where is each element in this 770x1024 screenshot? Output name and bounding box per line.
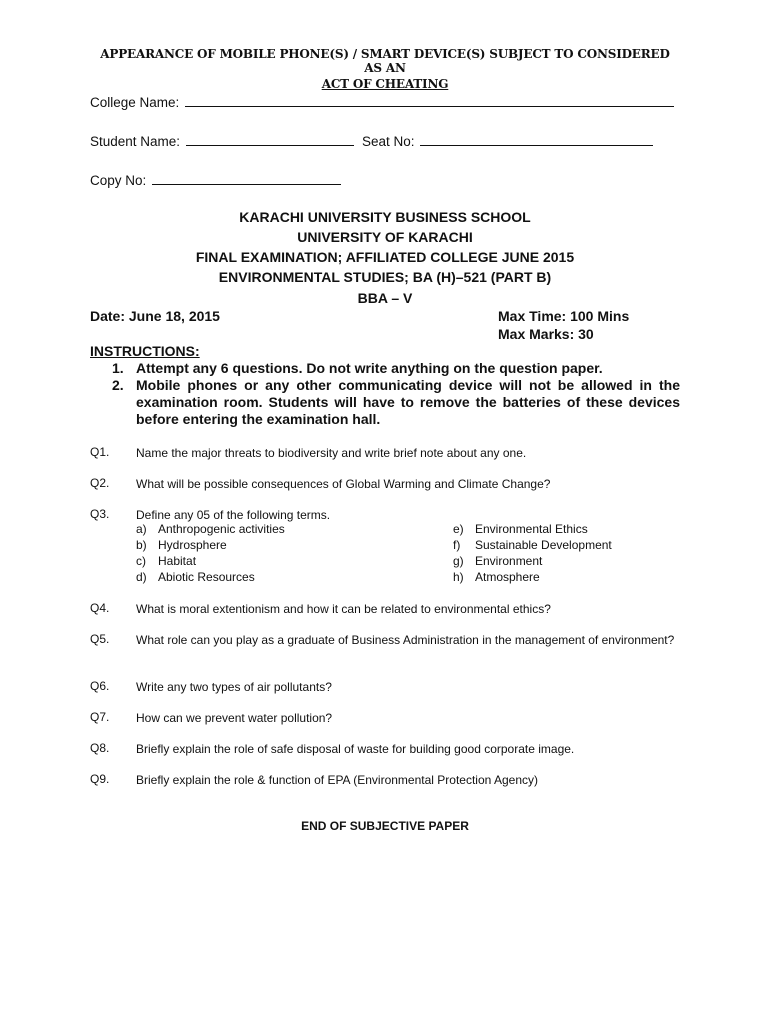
program-title: BBA – V xyxy=(357,290,413,306)
question-text: What role can you play as a graduate of Business Administration in the management of environment? xyxy=(136,633,675,647)
college-name-label: College Name: xyxy=(90,95,180,110)
option-letter: c) xyxy=(136,554,146,568)
option-text: Atmosphere xyxy=(475,570,540,584)
student-name-line xyxy=(186,133,354,146)
instruction-item xyxy=(112,360,680,377)
term-option xyxy=(453,570,540,584)
option-text: Hydrosphere xyxy=(158,538,227,552)
question-text: How can we prevent water pollution? xyxy=(136,711,333,725)
seat-no-label: Seat No: xyxy=(362,134,415,149)
exam-title: FINAL EXAMINATION; AFFILIATED COLLEGE JUNE 2015 xyxy=(195,249,575,265)
question-number: Q1. xyxy=(90,445,110,459)
student-name-field xyxy=(90,133,354,149)
option-text: Abiotic Resources xyxy=(158,570,255,584)
warning-line-2: ACT OF CHEATING xyxy=(321,77,449,91)
copy-no-label: Copy No: xyxy=(90,173,147,188)
term-option xyxy=(136,522,285,536)
term-option xyxy=(136,570,255,584)
option-text: Anthropogenic activities xyxy=(158,522,285,536)
option-text: Environment xyxy=(475,554,543,568)
option-text: Habitat xyxy=(158,554,197,568)
student-name-label: Student Name: xyxy=(90,134,181,149)
option-letter: d) xyxy=(136,570,147,584)
question-text: What will be possible consequences of Global Warming and Climate Change? xyxy=(136,477,551,491)
copy-no-field xyxy=(90,172,341,188)
instruction-item xyxy=(112,377,680,428)
question-text: Write any two types of air pollutants? xyxy=(136,680,332,694)
college-name-field xyxy=(90,94,674,110)
seat-no-line xyxy=(420,133,653,146)
university-title: UNIVERSITY OF KARACHI xyxy=(297,229,473,245)
school-title: KARACHI UNIVERSITY BUSINESS SCHOOL xyxy=(239,209,531,225)
instruction-number: 1. xyxy=(112,360,124,376)
course-title: ENVIRONMENTAL STUDIES; BA (H)–521 (PART B) xyxy=(218,269,552,285)
question-number: Q4. xyxy=(90,601,110,615)
warning-line-1: APPEARANCE OF MOBILE PHONE(S) / SMART DEVICE(S) SUBJECT TO CONSIDERED AS AN xyxy=(100,47,670,75)
end-of-paper: END OF SUBJECTIVE PAPER xyxy=(301,819,469,833)
question-text: Define any 05 of the following terms. xyxy=(136,508,331,522)
option-text: Environmental Ethics xyxy=(475,522,588,536)
cheating-warning xyxy=(90,47,680,91)
max-marks: Max Marks: 30 xyxy=(498,326,594,342)
question-number: Q2. xyxy=(90,476,110,490)
option-letter: h) xyxy=(453,570,464,584)
question-number: Q7. xyxy=(90,710,110,724)
question-number: Q5. xyxy=(90,632,110,646)
term-option xyxy=(136,538,227,552)
instruction-text: Mobile phones or any other communicating device will not be allowed in the examination room. Students will have to remove the batteries of these devices before entering the examination hall. xyxy=(136,377,680,427)
copy-no-line xyxy=(152,172,341,185)
question-text: What is moral extentionism and how it can be related to environmental ethics? xyxy=(136,602,551,616)
instructions-list xyxy=(112,360,680,428)
option-letter: g) xyxy=(453,554,464,568)
term-option xyxy=(453,538,612,552)
option-letter: f) xyxy=(453,538,461,552)
instruction-number: 2. xyxy=(112,377,124,393)
option-letter: b) xyxy=(136,538,147,552)
seat-no-field xyxy=(362,133,653,149)
question-number: Q9. xyxy=(90,772,110,786)
option-text: Sustainable Development xyxy=(475,538,612,552)
question-text: Briefly explain the role & function of EPA (Environmental Protection Agency) xyxy=(136,773,538,787)
term-option xyxy=(136,554,196,568)
question-number: Q6. xyxy=(90,679,110,693)
max-time: Max Time: 100 Mins xyxy=(498,308,630,324)
college-name-line xyxy=(185,94,674,107)
question-number: Q8. xyxy=(90,741,110,755)
exam-date: Date: June 18, 2015 xyxy=(90,308,220,324)
question-text: Briefly explain the role of safe disposal of waste for building good corporate image. xyxy=(136,742,575,756)
option-letter: a) xyxy=(136,522,147,536)
term-option xyxy=(453,522,588,536)
question-text: Name the major threats to biodiversity and write brief note about any one. xyxy=(136,446,527,460)
instructions-title: INSTRUCTIONS: xyxy=(90,343,200,359)
question-number: Q3. xyxy=(90,507,110,521)
instruction-text: Attempt any 6 questions. Do not write anything on the question paper. xyxy=(136,360,603,376)
term-option xyxy=(453,554,542,568)
option-letter: e) xyxy=(453,522,464,536)
